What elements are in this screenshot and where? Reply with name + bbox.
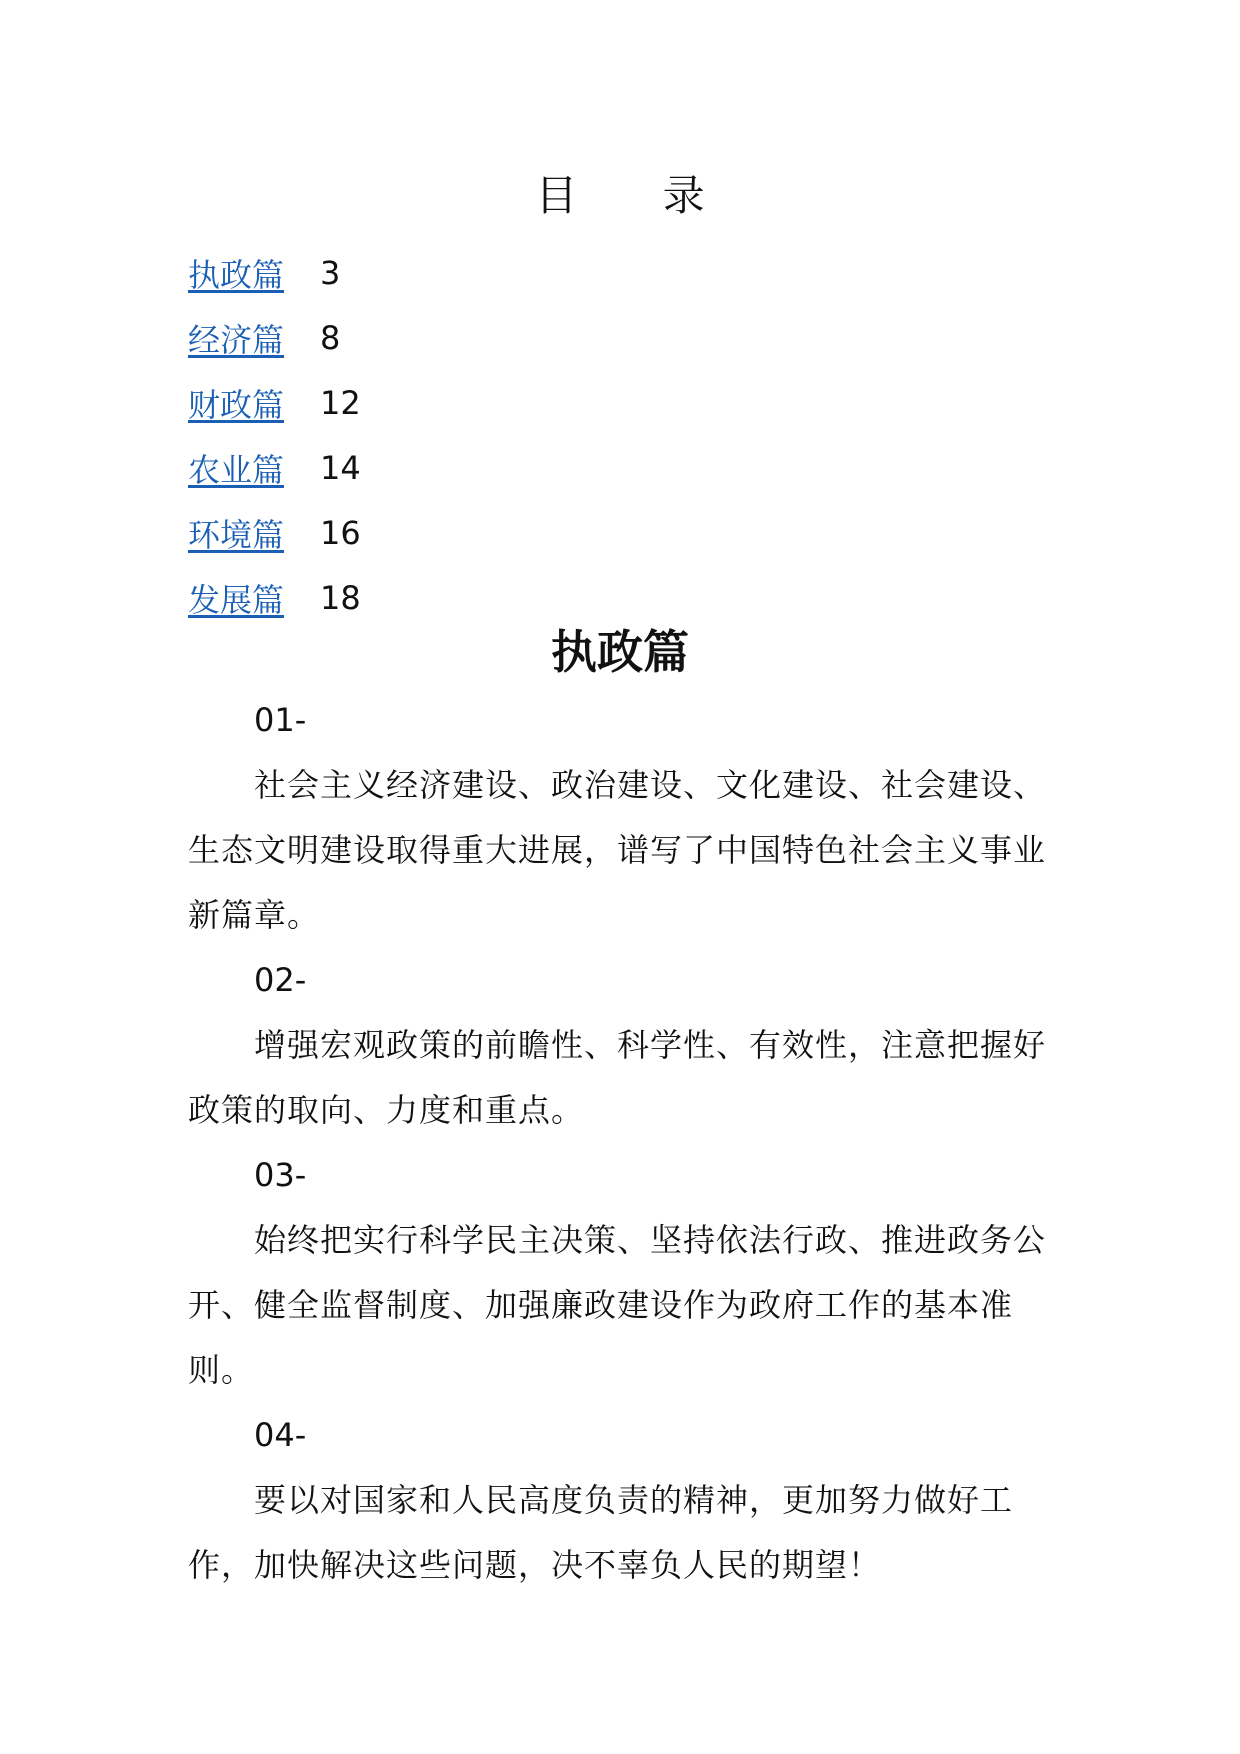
toc-entry: [188, 240, 361, 305]
toc-entry: [188, 370, 361, 435]
section-title: 执政篇: [551, 625, 689, 679]
toc-page-number: 8: [320, 318, 341, 357]
item-number: 04-: [254, 1416, 307, 1454]
toc-entry: [188, 565, 361, 630]
toc-entry: [188, 305, 361, 370]
toc-page-number: 18: [320, 578, 361, 617]
item-paragraph: 增强宏观政策的前瞻性、科学性、有效性，注意把握好政策的取向、力度和重点。: [188, 1026, 1047, 1129]
item-number: 02-: [254, 961, 307, 999]
table-of-contents: [188, 240, 361, 630]
item-number: 01-: [254, 701, 307, 739]
toc-link-jingji[interactable]: 经济篇: [188, 320, 285, 359]
toc-entry: [188, 435, 361, 500]
toc-entry: [188, 500, 361, 565]
toc-page-number: 3: [320, 253, 341, 292]
item-paragraph: 社会主义经济建设、政治建设、文化建设、社会建设、生态文明建设取得重大进展，谱写了中国特色社会主义事业新篇章。: [188, 766, 1047, 934]
toc-link-nongye[interactable]: 农业篇: [188, 450, 285, 489]
toc-link-fazhan[interactable]: 发展篇: [188, 580, 285, 619]
toc-link-huanjing[interactable]: 环境篇: [188, 515, 285, 554]
item-number: 03-: [254, 1156, 307, 1194]
toc-page-number: 14: [320, 448, 361, 487]
toc-title: 目 录: [535, 171, 741, 220]
toc-page-number: 12: [320, 383, 361, 422]
toc-link-zhizheng[interactable]: 执政篇: [188, 255, 285, 294]
section-body: [188, 688, 1068, 1598]
toc-link-caizheng[interactable]: 财政篇: [188, 385, 285, 424]
item-paragraph: 始终把实行科学民主决策、坚持依法行政、推进政务公开、健全监督制度、加强廉政建设作为政府工作的基本准则。: [188, 1221, 1047, 1389]
toc-page-number: 16: [320, 513, 361, 552]
item-paragraph: 要以对国家和人民高度负责的精神，更加努力做好工作，加快解决这些问题，决不辜负人民的期望！: [188, 1481, 1014, 1584]
